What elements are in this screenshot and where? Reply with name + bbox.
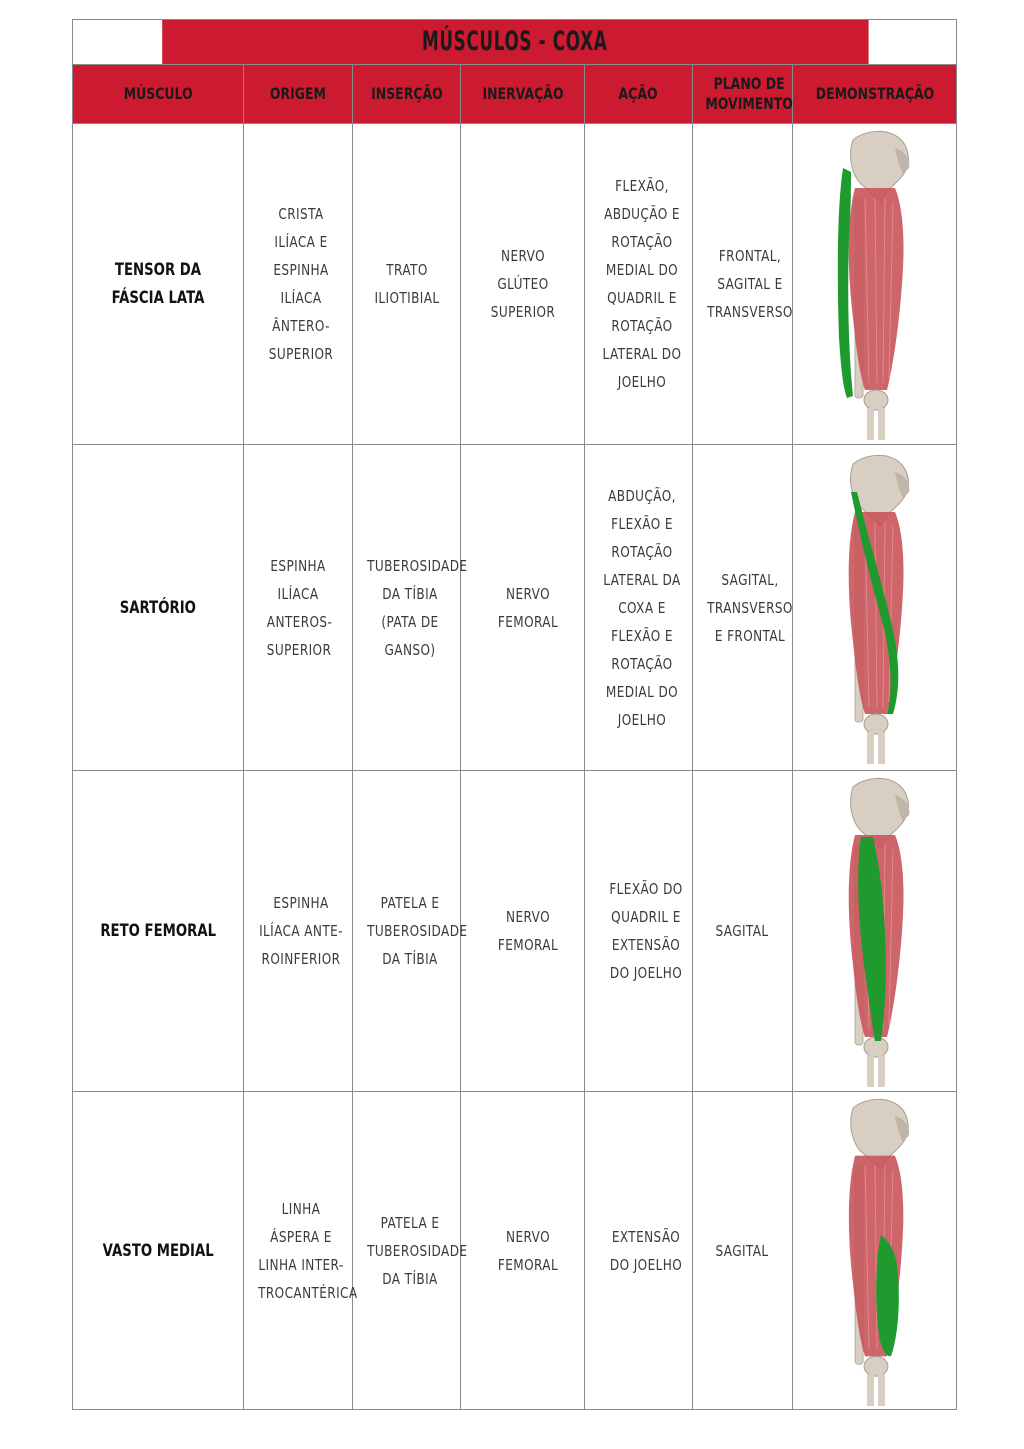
insercao-cell: TUBEROSIDADE DA TÍBIA (PATA DE GANSO) xyxy=(353,445,461,771)
demonstration-cell xyxy=(793,771,957,1092)
inervacao-cell: NERVO FEMORAL xyxy=(461,1092,585,1410)
demonstration-cell xyxy=(793,1092,957,1410)
plano-cell: SAGITAL, TRANSVERSO E FRONTAL xyxy=(693,445,793,771)
table-row xyxy=(73,771,957,1092)
demonstration-cell xyxy=(793,124,957,445)
acao-cell: EXTENSÃO DO JOELHO xyxy=(585,1092,693,1410)
table-row xyxy=(73,1092,957,1410)
demonstration-cell xyxy=(793,445,957,771)
muscle-name-cell: SARTÓRIO xyxy=(73,445,244,771)
origem-cell: LINHA ÁSPERA E LINHA INTER-TROCANTÉRICA xyxy=(244,1092,353,1410)
muscle-table-page xyxy=(72,19,956,1410)
thigh-anatomy-image xyxy=(825,775,925,1087)
header-plano: PLANO DE MOVIMENTO xyxy=(693,65,793,124)
table-row xyxy=(73,124,957,445)
header-insercao: INSERÇÃO xyxy=(353,65,461,124)
plano-cell: FRONTAL, SAGITAL E TRANSVERSO xyxy=(693,124,793,445)
table-title-cell xyxy=(161,20,868,65)
inervacao-cell: NERVO GLÚTEO SUPERIOR xyxy=(461,124,585,445)
header-acao: AÇÃO xyxy=(585,65,693,124)
muscle-name-cell: TENSOR DA FÁSCIA LATA xyxy=(73,124,244,445)
origem-cell: ESPINHA ILÍACA ANTEROS-SUPERIOR xyxy=(244,445,353,771)
header-inervacao: INERVAÇÃO xyxy=(461,65,585,124)
thigh-anatomy-image xyxy=(825,449,925,767)
header-origem: ORIGEM xyxy=(244,65,353,124)
thigh-anatomy-image xyxy=(825,128,925,440)
insercao-cell: TRATO ILIOTIBIAL xyxy=(353,124,461,445)
muscle-name-cell: RETO FEMORAL xyxy=(73,771,244,1092)
plano-cell: SAGITAL xyxy=(693,1092,793,1410)
header-demonstracao: DEMONSTRAÇÃO xyxy=(793,65,957,124)
header-row xyxy=(73,65,957,124)
title-row xyxy=(73,20,957,65)
insercao-cell: PATELA E TUBEROSIDADE DA TÍBIA xyxy=(353,1092,461,1410)
acao-cell: FLEXÃO, ABDUÇÃO E ROTAÇÃO MEDIAL DO QUADRIL E ROTAÇÃO LATERAL DO JOELHO xyxy=(585,124,693,445)
acao-cell: ABDUÇÃO, FLEXÃO E ROTAÇÃO LATERAL DA COXA E FLEXÃO E ROTAÇÃO MEDIAL DO JOELHO xyxy=(585,445,693,771)
table-title: MÚSCULOS - COXA xyxy=(421,26,608,57)
insercao-cell: PATELA E TUBEROSIDADE DA TÍBIA xyxy=(353,771,461,1092)
thigh-anatomy-image xyxy=(825,1096,925,1406)
muscle-table xyxy=(72,19,957,1410)
origem-cell: CRISTA ILÍACA E ESPINHA ILÍACA ÂNTERO-SUPERIOR xyxy=(244,124,353,445)
table-row xyxy=(73,445,957,771)
acao-cell: FLEXÃO DO QUADRIL E EXTENSÃO DO JOELHO xyxy=(585,771,693,1092)
muscle-name-cell: VASTO MEDIAL xyxy=(73,1092,244,1410)
inervacao-cell: NERVO FEMORAL xyxy=(461,445,585,771)
origem-cell: ESPINHA ILÍACA ANTE-ROINFERIOR xyxy=(244,771,353,1092)
inervacao-cell: NERVO FEMORAL xyxy=(461,771,585,1092)
header-musculo: MÚSCULO xyxy=(73,65,244,124)
plano-cell: SAGITAL xyxy=(693,771,793,1092)
